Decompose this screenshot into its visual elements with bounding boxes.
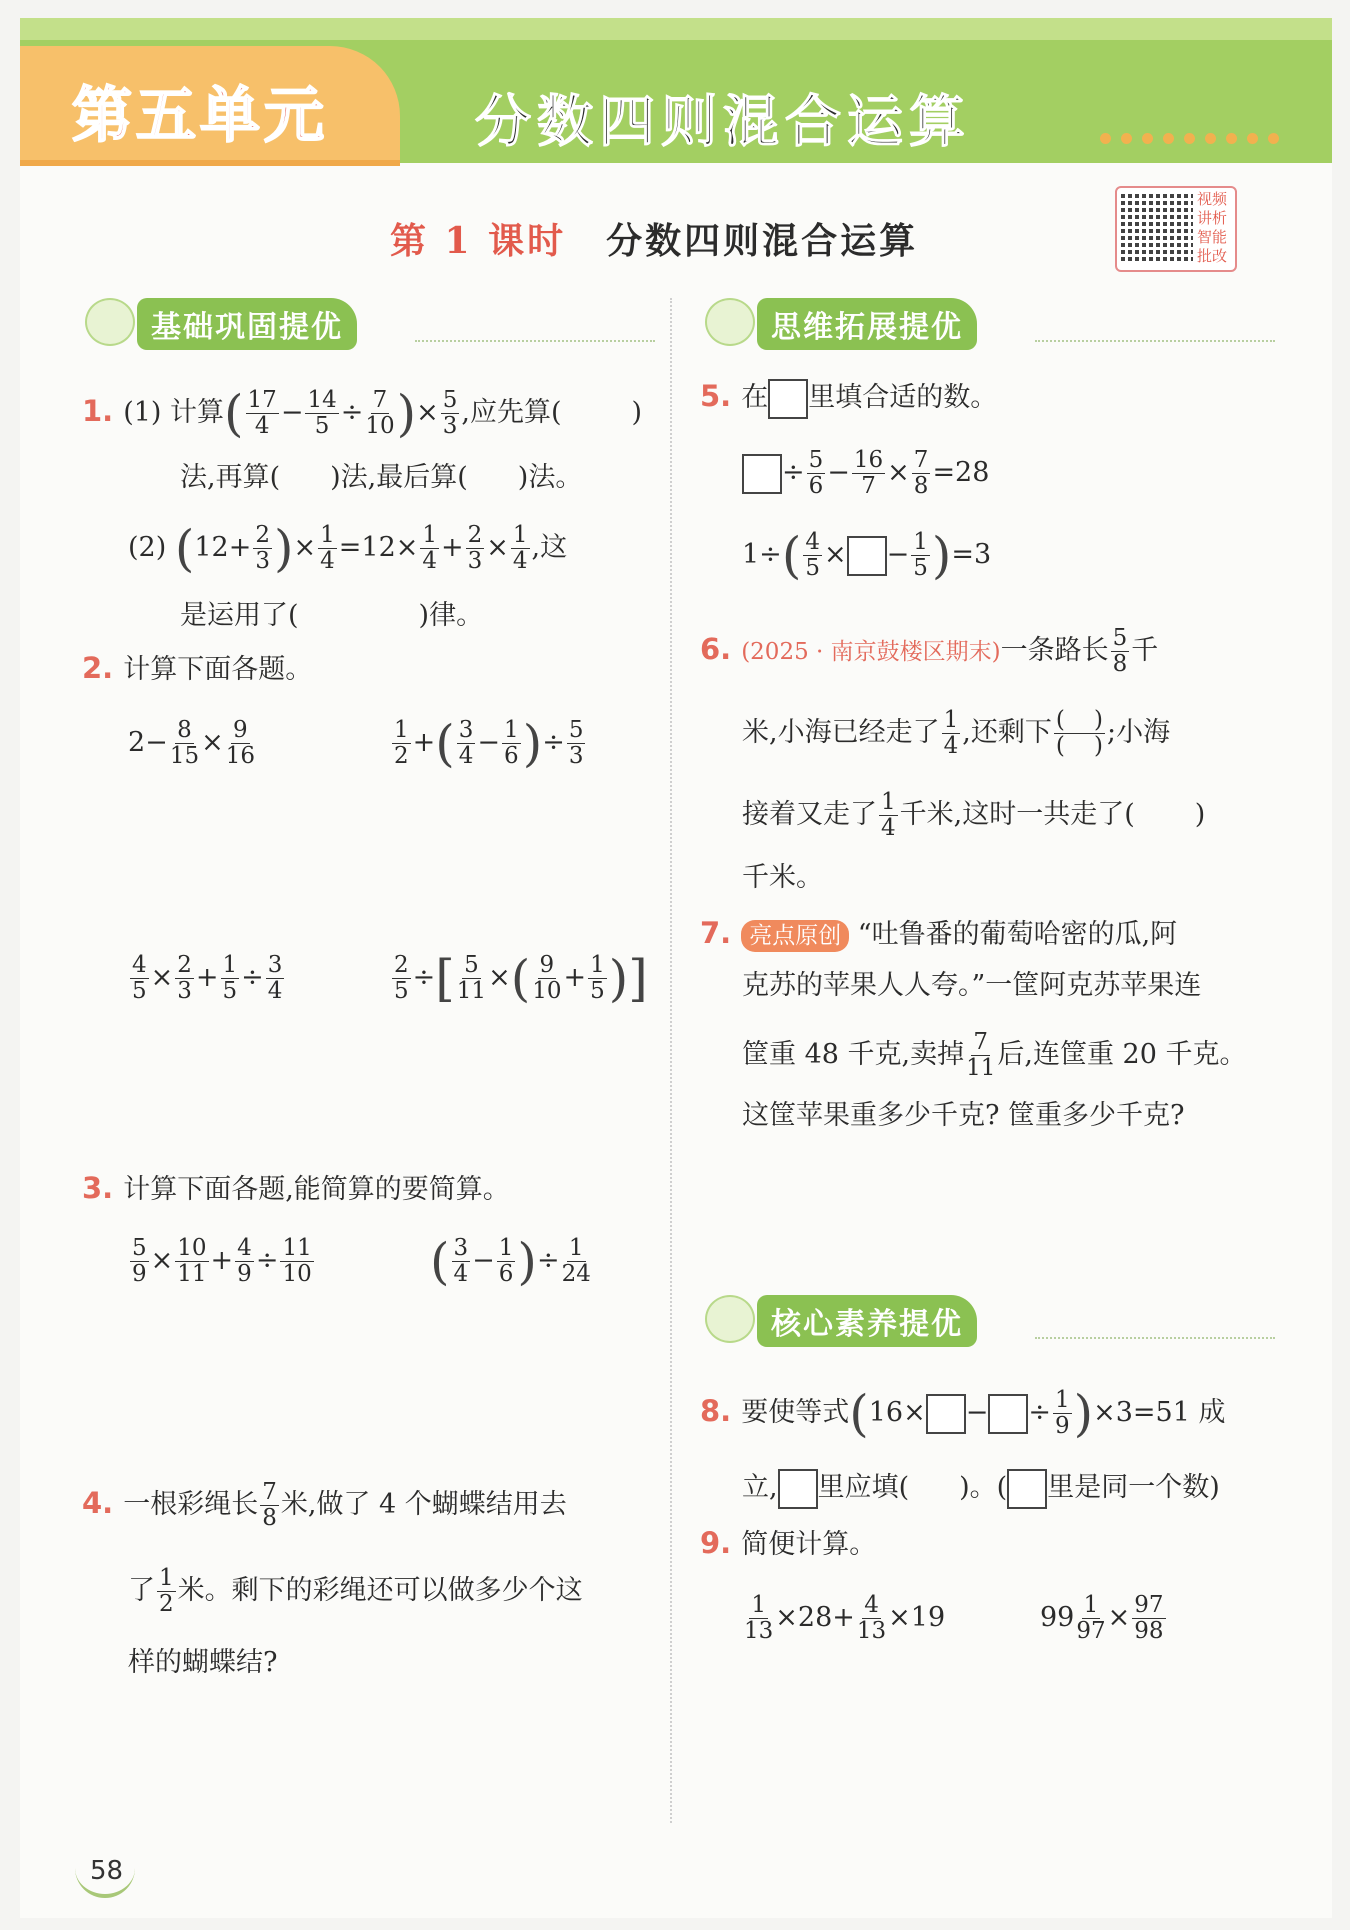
text: (2): [128, 532, 167, 563]
question-number: 8.: [700, 1394, 732, 1428]
text: )法,最后算(: [330, 462, 468, 493]
expr-5a: ÷ $\frac{5}{6}$ − $\frac{16}{7}$ × $\frac{7}{8}$ =28: [742, 448, 989, 499]
question-8-line-2: [742, 1468, 1220, 1509]
question-4-line-1: 4. 一根彩绳长 $\frac{7}{8}$ 米,做了 4 个蝴蝶结用去: [82, 1479, 567, 1531]
text: 成: [1198, 1397, 1226, 1428]
text: ): [1194, 799, 1206, 830]
text: 千米。: [742, 862, 823, 893]
answer-box[interactable]: [778, 1469, 818, 1509]
text: 接着又走了: [742, 799, 877, 830]
text: 立,: [742, 1472, 778, 1503]
text: 千米,这时一共走了(: [899, 799, 1135, 830]
unit-title: 分数四则混合运算: [475, 90, 971, 155]
question-1-line-2: [180, 458, 582, 498]
text: (1) 计算: [123, 397, 225, 428]
expr-3b: ( $\frac{3}{4}$ − $\frac{1}{6}$ )÷ $\frac{1}{24}$: [430, 1232, 591, 1291]
question-number: 2.: [82, 651, 114, 685]
text: 计算下面各题。: [123, 654, 313, 685]
expr-9b: 99 $\frac{1}{97}$ × $\frac{97}{98}$: [1040, 1592, 1164, 1644]
banner-stripe: [20, 18, 1332, 40]
decor-dots: [1100, 133, 1279, 144]
question-2: [82, 648, 312, 690]
text: 米。剩下的彩绳还可以做多少个这: [177, 1575, 583, 1606]
text: ,还剩下: [962, 717, 1052, 748]
question-number: 6.: [700, 632, 732, 666]
text: ,这: [531, 532, 568, 563]
section-basic: [85, 296, 655, 345]
section-rule: [1035, 340, 1275, 342]
text: 这筐苹果重多少千克? 筐重多少千克?: [742, 1100, 1185, 1131]
question-7-line-4: [742, 1096, 1185, 1136]
section-thinking: [705, 296, 1275, 345]
section-core-label: 核心素养提优: [757, 1295, 977, 1347]
question-number: 9.: [700, 1526, 732, 1560]
text: ;小海: [1107, 717, 1171, 748]
answer-fraction-blank[interactable]: $\frac{( )}{( )}$: [1055, 707, 1104, 759]
text: 是运用了(: [180, 600, 299, 631]
answer-box[interactable]: [768, 379, 808, 419]
answer-box[interactable]: [1007, 1469, 1047, 1509]
text: )。(: [959, 1472, 1008, 1503]
question-number: 5.: [700, 379, 732, 413]
text: 一根彩绳长: [123, 1489, 259, 1520]
unit-tab: [20, 46, 400, 166]
answer-box[interactable]: [988, 1394, 1028, 1434]
question-1-line-4: [180, 596, 483, 636]
question-4-line-2: 了 $\frac{1}{2}$ 米。剩下的彩绳还可以做多少个这: [128, 1565, 583, 1617]
question-number: 7.: [700, 916, 732, 950]
text: 千: [1131, 635, 1159, 666]
text: )法。: [517, 462, 583, 493]
source-note: (2025 · 南京鼓楼区期末): [741, 639, 1001, 665]
text: 克苏的苹果人人夸。”一筐阿克苏苹果连: [742, 970, 1202, 1001]
text: 在: [741, 382, 769, 413]
text: 里应填(: [817, 1472, 910, 1503]
text: )律。: [418, 600, 484, 631]
section-rule: [1035, 1337, 1275, 1339]
column-divider: [670, 298, 672, 1823]
question-1-line-3: (2) (12+ $\frac{2}{3}$ )× $\frac{1}{4}$ =12× $\frac{1}{4}$ + $\frac{2}{3}$ × $\frac{1}{4}$ ,这: [128, 519, 568, 578]
text: 筐重 48 千克,卖掉: [742, 1039, 965, 1070]
text: 米,做了 4 个蝴蝶结用去: [280, 1489, 567, 1520]
question-number: 1.: [82, 394, 114, 428]
text: 里填合适的数。: [808, 382, 998, 413]
question-4-line-3: [128, 1643, 277, 1683]
original-tag: 亮点原创: [741, 920, 849, 952]
text: ,应先算(: [461, 397, 562, 428]
question-5: [700, 376, 997, 419]
question-number: 4.: [82, 1486, 114, 1520]
sprout-icon: [705, 298, 755, 346]
lesson-title: [390, 213, 918, 264]
question-8-line-1: 8. 要使等式(16× − ÷ $\frac{1}{9}$ )×3=51 成: [700, 1384, 1226, 1443]
section-rule: [415, 340, 655, 342]
text: 计算下面各题,能简算的要简算。: [123, 1174, 510, 1205]
expr-2b: $\frac{1}{2}$ +( $\frac{3}{4}$ − $\frac{1}{6}$ )÷ $\frac{5}{3}$: [394, 714, 584, 773]
text: 法,再算(: [180, 462, 281, 493]
text: 了: [128, 1575, 155, 1606]
text: 米,小海已经走了: [742, 717, 940, 748]
text: 里是同一个数): [1047, 1472, 1220, 1503]
answer-box[interactable]: [742, 454, 782, 494]
section-core: [705, 1293, 1275, 1342]
text: 后,连筐重 20 千克。: [997, 1039, 1247, 1070]
lesson-number: 第 1 课时: [390, 220, 567, 262]
workbook-page: [20, 18, 1332, 1918]
text: “吐鲁番的葡萄哈密的瓜,阿: [857, 919, 1178, 950]
question-6-line-2: 米,小海已经走了 $\frac{1}{4}$ ,还剩下 $\frac{( )}{( )}$ ;小海: [742, 707, 1171, 759]
text: ): [631, 397, 643, 428]
question-1-line-1: 1. (1) 计算( $\frac{17}{4}$ − $\frac{14}{5}$ ÷ $\frac{7}{10}$ )× $\frac{5}{3}$ ,应先算( ): [82, 384, 643, 443]
section-thinking-label: 思维拓展提优: [757, 298, 977, 350]
question-9: [700, 1523, 876, 1565]
trophy-icon: [705, 1295, 755, 1343]
question-7-line-1: [700, 913, 1177, 955]
question-number: 3.: [82, 1171, 114, 1205]
question-6-line-1: 6. (2025 · 南京鼓楼区期末)一条路长 $\frac{5}{8}$ 千: [700, 625, 1159, 677]
expr-2d: $\frac{2}{5}$ ÷[ $\frac{5}{11}$ ×( $\frac{9}{10}$ + $\frac{1}{5}$ )]: [394, 949, 648, 1008]
expr-3a: $\frac{5}{9}$ × $\frac{10}{11}$ + $\frac{4}{9}$ ÷ $\frac{11}{10}$: [132, 1235, 312, 1287]
unit-banner: [20, 18, 1332, 163]
text: 要使等式: [741, 1397, 850, 1428]
gear-icon: [85, 298, 135, 346]
question-7-line-2: [742, 966, 1201, 1006]
expr-5b: 1÷( $\frac{4}{5}$ × − $\frac{1}{5}$ )=3: [742, 526, 992, 585]
qr-code[interactable]: [1115, 186, 1237, 272]
qr-label: 视频讲析 智能批改: [1197, 190, 1228, 265]
question-6-line-4: [742, 858, 823, 898]
lesson-name: 分数四则混合运算: [606, 220, 919, 262]
question-7-line-3: 筐重 48 千克,卖掉 $\frac{7}{11}$ 后,连筐重 20 千克。: [742, 1029, 1247, 1081]
answer-box[interactable]: [847, 536, 887, 576]
text: 简便计算。: [741, 1529, 877, 1560]
text: 样的蝴蝶结?: [128, 1647, 278, 1678]
expr-2a: 2− $\frac{8}{15}$ × $\frac{9}{16}$: [128, 717, 255, 769]
text: 一条路长: [1000, 635, 1109, 666]
qr-pattern-icon: [1121, 192, 1193, 264]
expr-9a: $\frac{1}{13}$ ×28+ $\frac{4}{13}$ ×19: [744, 1592, 946, 1644]
page-number: 58: [90, 1856, 124, 1886]
expr-2c: $\frac{4}{5}$ × $\frac{2}{3}$ + $\frac{1}{5}$ ÷ $\frac{3}{4}$: [132, 952, 283, 1004]
unit-label: 第五单元: [72, 81, 328, 151]
section-basic-label: 基础巩固提优: [137, 298, 357, 350]
question-3: [82, 1168, 510, 1210]
answer-box[interactable]: [926, 1394, 966, 1434]
question-6-line-3: 接着又走了 $\frac{1}{4}$ 千米,这时一共走了( ): [742, 789, 1206, 841]
